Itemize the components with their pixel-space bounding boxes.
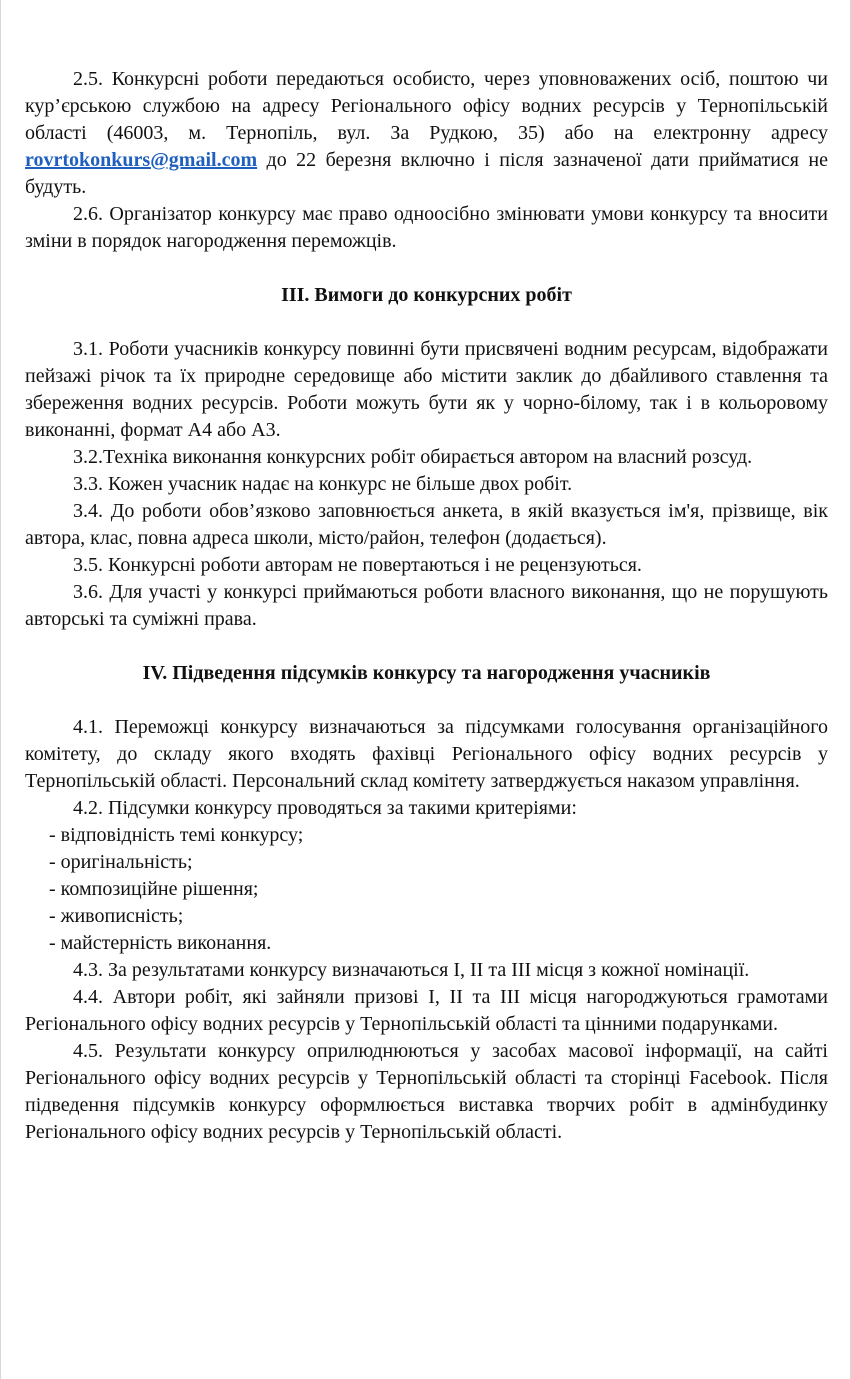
criteria-item: - майстерність виконання. xyxy=(49,932,272,954)
criteria-item: - оригінальність; xyxy=(49,851,193,873)
paragraph-2-5-text-end: до 22 березня включно і після зазначеної дати прийматися не будуть. xyxy=(25,149,828,198)
paragraph-3-5: 3.5. Конкурсні роботи авторам не повертаються і не рецензуються. xyxy=(73,554,642,576)
spacer xyxy=(25,687,828,714)
paragraph-4-2: 4.2. Підсумки конкурсу проводяться за такими критеріями: xyxy=(73,797,577,819)
paragraph-3-6: 3.6. Для участі у конкурсі приймаються роботи власного виконання, що не порушують авторські та суміжні права. xyxy=(25,581,828,630)
paragraph-4-3: 4.3. За результатами конкурсу визначаються І, ІІ та ІІІ місця з кожної номінації. xyxy=(73,959,750,981)
document-body xyxy=(25,66,828,1146)
paragraph-4-1: 4.1. Переможці конкурсу визначаються за підсумками голосування організаційного комітету, до складу якого входять фахівці Регіонального офісу водних ресурсів у Тернопільській області. Персональний склад комітету затверджується наказом управління. xyxy=(25,716,828,792)
section-4-heading: IV. Підведення підсумків конкурсу та нагородження учасників xyxy=(142,662,711,684)
spacer xyxy=(25,309,828,336)
paragraph-3-2: 3.2.Техніка виконання конкурсних робіт обирається автором на власний розсуд. xyxy=(73,446,753,468)
spacer xyxy=(25,255,828,282)
spacer xyxy=(25,633,828,660)
paragraph-3-1: 3.1. Роботи учасників конкурсу повинні бути присвячені водним ресурсам, відображати пейзажі річок та їх природне середовище або містити заклик до дбайливого ставлення та збереження водних ресурсів. Роботи можуть бути як у чорно-білому, так і в кольоровому виконанні, формат А4 або А3. xyxy=(25,338,828,441)
paragraph-2-6: 2.6. Організатор конкурсу має право одноосібно змінювати умови конкурсу та вносити зміни в порядок нагородження переможців. xyxy=(25,203,828,252)
paragraph-2-5-text-start: 2.5. Конкурсні роботи передаються особисто, через уповноважених осіб, поштою чи кур’єрською службою на адресу Регіонального офісу водних ресурсів у Тернопільській області (46003, м. Тернопіль, вул. За Рудкою, 35) або на електронну адресу xyxy=(25,68,828,144)
criteria-item: - композиційне рішення; xyxy=(49,878,259,900)
criteria-item: - відповідність темі конкурсу; xyxy=(49,824,304,846)
criteria-item: - живописність; xyxy=(49,905,184,927)
paragraph-4-5: 4.5. Результати конкурсу оприлюднюються у засобах масової інформації, на сайті Регіонального офісу водних ресурсів у Тернопільській області та сторінці Facebook. Після підведення підсумків конкурсу оформлюється виставка творчих робіт в адмінбудинку Регіонального офісу водних ресурсів у Тернопільській області. xyxy=(25,1040,828,1143)
paragraph-3-3: 3.3. Кожен учасник надає на конкурс не більше двох робіт. xyxy=(73,473,573,495)
section-3-heading: ІІІ. Вимоги до конкурсних робіт xyxy=(281,284,572,306)
email-link[interactable]: rovrtokonkurs@gmail.com xyxy=(25,149,258,171)
paragraph-4-4: 4.4. Автори робіт, які зайняли призові І, ІІ та ІІІ місця нагороджуються грамотами Регіонального офісу водних ресурсів у Тернопільській області та цінними подарунками. xyxy=(25,986,828,1035)
paragraph-3-4: 3.4. До роботи обов’язково заповнюється анкета, в якій вказується ім'я, прізвище, вік автора, клас, повна адреса школи, місто/район, телефон (додається). xyxy=(25,500,828,549)
paragraph-2-5 xyxy=(25,66,828,201)
